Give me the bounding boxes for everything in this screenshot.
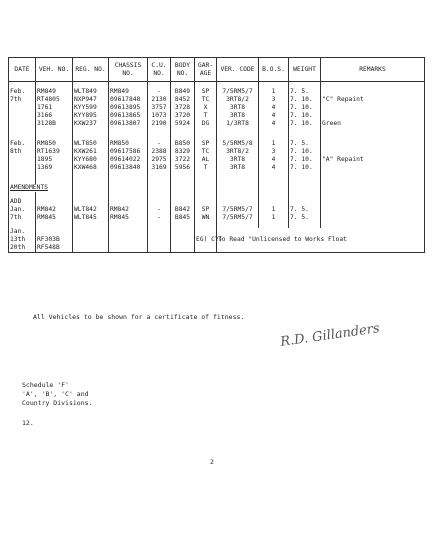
- cell-body-no: 8329: [171, 148, 195, 156]
- cell-ver-code: [217, 198, 259, 206]
- cell-bos: 1: [259, 206, 289, 214]
- cell-chassis-no: RM849: [109, 88, 148, 96]
- cell-chassis-no: RM845: [109, 214, 148, 222]
- cell-veh-no: 1895: [36, 156, 73, 164]
- cell-body-no: 5924: [171, 120, 195, 128]
- table-row: [9, 156, 425, 164]
- cell-weight: 7. 10.: [289, 156, 321, 164]
- cell-body-no: 3720: [171, 112, 195, 120]
- cell-weight: 7. 5.: [289, 140, 321, 148]
- col-cu-no: C.U. NO.: [148, 58, 171, 82]
- cell-body-no: 3722: [171, 156, 195, 164]
- cell-chassis-no: [109, 198, 148, 206]
- cell-ver-code: 7/5RM5/7: [217, 206, 259, 214]
- cell-chassis-no: 09617586: [109, 148, 148, 156]
- cell-garage: X: [195, 104, 217, 112]
- cell-reg-no: [73, 244, 109, 253]
- cell-bos: 1: [259, 214, 289, 222]
- spacer-cell: [171, 244, 195, 253]
- cell-cu-no: 2388: [148, 148, 171, 156]
- cell-cu-no: -: [148, 88, 171, 96]
- cell-bos: [259, 198, 289, 206]
- cell-weight: 7. 10.: [289, 148, 321, 156]
- table-row: [9, 198, 425, 206]
- amendments-label-row: [9, 184, 425, 192]
- cell-date: [9, 104, 36, 112]
- cell-body-no: 8452: [171, 96, 195, 104]
- cell-veh-no: [36, 228, 73, 236]
- spacer-cell: [195, 184, 217, 192]
- cell-chassis-no: 09617848: [109, 96, 148, 104]
- cell-date: 13th: [9, 236, 36, 244]
- cell-date: 20th: [9, 244, 36, 253]
- cell-date: Jan.: [9, 228, 36, 236]
- spacer-cell: [171, 184, 195, 192]
- cell-reg-no: [73, 228, 109, 236]
- cell-remarks: [321, 214, 425, 222]
- cell-ver-code: 3RT8: [217, 112, 259, 120]
- cell-cu-no: 1073: [148, 112, 171, 120]
- table-row: [9, 140, 425, 148]
- spacer-cell: [148, 244, 171, 253]
- cell-body-no: 3728: [171, 104, 195, 112]
- cell-bos: 3: [259, 96, 289, 104]
- cell-date: ADD: [9, 198, 36, 206]
- cell-bos: 4: [259, 120, 289, 128]
- cell-weight: [289, 198, 321, 206]
- cell-reg-no: KYY895: [73, 112, 109, 120]
- table-row: [9, 164, 425, 172]
- table-row: [9, 206, 425, 214]
- cell-body-no: [171, 198, 195, 206]
- cell-weight: 7. 10.: [289, 120, 321, 128]
- float-row: [9, 244, 425, 253]
- cell-date: 8th: [9, 148, 36, 156]
- cell-bos: 4: [259, 104, 289, 112]
- cell-date: Feb.: [9, 140, 36, 148]
- col-veh-no: VEH. NO.: [36, 58, 73, 82]
- cell-bos: 3: [259, 148, 289, 156]
- cell-cu-no: 2190: [148, 120, 171, 128]
- cell-garage: T: [195, 164, 217, 172]
- cell-chassis-no: 09613840: [109, 164, 148, 172]
- cell-date: Jan.: [9, 206, 36, 214]
- table-row: [9, 112, 425, 120]
- cell-cu-no: 3169: [148, 164, 171, 172]
- cell-garage: AL: [195, 156, 217, 164]
- col-body-no: BODY NO.: [171, 58, 195, 82]
- cell-bos: 4: [259, 156, 289, 164]
- cell-veh-no: RF548B: [36, 244, 73, 253]
- schedule-number: 12.: [22, 419, 34, 427]
- cell-cu-no: 2130: [148, 96, 171, 104]
- col-garage: GAR-AGE: [195, 58, 217, 82]
- cell-veh-no: RF303B: [36, 236, 73, 244]
- page-number: 2: [210, 458, 214, 466]
- cell-veh-no: RT4805: [36, 96, 73, 104]
- cell-weight: 7. 5.: [289, 206, 321, 214]
- cell-remarks: [321, 112, 425, 120]
- float-garage: EG) CY): [196, 236, 223, 243]
- cell-remarks: [321, 148, 425, 156]
- cell-ver-code: 7/5RM5/7: [217, 214, 259, 222]
- cell-cu-no: [148, 198, 171, 206]
- cell-weight: 7. 10.: [289, 112, 321, 120]
- cell-veh-no: RT1639: [36, 148, 73, 156]
- spacer-cell: [109, 244, 148, 253]
- cell-bos: 4: [259, 164, 289, 172]
- cell-reg-no: KXW468: [73, 164, 109, 172]
- cell-reg-no: KXW261: [73, 148, 109, 156]
- cell-reg-no: WLT850: [73, 140, 109, 148]
- cell-garage: T: [195, 112, 217, 120]
- col-chassis-no: CHASSIS NO.: [109, 58, 148, 82]
- cell-date: [9, 120, 36, 128]
- cell-chassis-no: RM850: [109, 140, 148, 148]
- spacer-cell: [109, 228, 148, 236]
- cell-veh-no: 1761: [36, 104, 73, 112]
- cell-veh-no: 3166: [36, 112, 73, 120]
- cell-body-no: B845: [171, 214, 195, 222]
- cell-remarks: [321, 88, 425, 96]
- col-ver-code: VER. CODE: [217, 58, 259, 82]
- cell-veh-no: RM850: [36, 140, 73, 148]
- cell-garage: [195, 198, 217, 206]
- cell-body-no: B849: [171, 88, 195, 96]
- cell-remarks: [321, 140, 425, 148]
- cell-ver-code: 7/5RM5/7: [217, 88, 259, 96]
- spacer-cell: [217, 228, 425, 236]
- cell-remarks: "A" Repaint: [321, 156, 425, 164]
- table-body: [9, 82, 425, 253]
- cell-ver-code: 3RT8: [217, 156, 259, 164]
- spacer-cell: [259, 184, 289, 192]
- cell-cu-no: -: [148, 206, 171, 214]
- spacer-cell: [171, 228, 195, 236]
- cell-chassis-no: 09614022: [109, 156, 148, 164]
- spacer-cell: [217, 244, 425, 253]
- spacer-cell: [109, 184, 148, 192]
- cell-reg-no: WLT845: [73, 214, 109, 222]
- cell-ver-code: 1/3RT8: [217, 120, 259, 128]
- cell-ver-code: 3RT8/2: [217, 96, 259, 104]
- spacer-cell: [171, 236, 195, 244]
- cell-garage: TC: [195, 96, 217, 104]
- col-weight: WEIGHT: [289, 58, 321, 82]
- cell-date: [9, 164, 36, 172]
- cell-cu-no: 2975: [148, 156, 171, 164]
- cell-cu-no: 3757: [148, 104, 171, 112]
- schedule-line-3: Country Divisions.: [22, 399, 93, 407]
- cell-cu-no: -: [148, 214, 171, 222]
- cell-ver-code: 5/5RM5/8: [217, 140, 259, 148]
- cell-weight: 7. 10.: [289, 104, 321, 112]
- schedule-line-2: 'A', 'B', 'C' and: [22, 390, 89, 398]
- cell-reg-no: [73, 236, 109, 244]
- cell-garage: WN: [195, 214, 217, 222]
- cell-weight: 7. 5.: [289, 214, 321, 222]
- cell-date: 7th: [9, 214, 36, 222]
- cell-garage: SP: [195, 206, 217, 214]
- spacer-cell: [73, 184, 109, 192]
- spacer-cell: [321, 184, 425, 192]
- cell-garage: DG: [195, 120, 217, 128]
- cell-remarks: Green: [321, 120, 425, 128]
- float-row: [9, 228, 425, 236]
- cell-veh-no: RM845: [36, 214, 73, 222]
- footer-note: All Vehicles to be shown for a certificate of fitness.: [33, 313, 245, 321]
- col-date: DATE: [9, 58, 36, 82]
- cell-remarks: [321, 104, 425, 112]
- cell-garage: SP: [195, 88, 217, 96]
- spacer-cell: [148, 228, 171, 236]
- cell-date: Feb.: [9, 88, 36, 96]
- float-row: [9, 236, 425, 244]
- cell-chassis-no: 09613865: [109, 112, 148, 120]
- cell-remarks: "C" Repaint: [321, 96, 425, 104]
- spacer-cell: [195, 244, 217, 253]
- spacer-cell: [289, 184, 321, 192]
- table-row: [9, 104, 425, 112]
- schedule-line-1: Schedule 'F': [22, 381, 69, 389]
- amendments-label: AMENDMENTS: [9, 184, 73, 192]
- cell-veh-no: RM842: [36, 206, 73, 214]
- cell-bos: 1: [259, 88, 289, 96]
- table-row: [9, 96, 425, 104]
- cell-chassis-no: 09613895: [109, 104, 148, 112]
- spacer-cell: [217, 184, 259, 192]
- cell-weight: 7. 5.: [289, 88, 321, 96]
- cell-reg-no: WLT849: [73, 88, 109, 96]
- signature: R.D. Gillanders: [279, 321, 381, 350]
- table-row: [9, 88, 425, 96]
- cell-body-no: B850: [171, 140, 195, 148]
- cell-garage: SP: [195, 140, 217, 148]
- cell-ver-code: 3RT8/2: [217, 148, 259, 156]
- cell-reg-no: WLT842: [73, 206, 109, 214]
- cell-remarks: [321, 206, 425, 214]
- float-note: To Read "Unlicensed to Works Float: [217, 236, 425, 244]
- cell-ver-code: 3RT8: [217, 104, 259, 112]
- spacer-cell: [195, 228, 217, 236]
- table-row: [9, 120, 425, 128]
- cell-ver-code: 3RT8: [217, 164, 259, 172]
- cell-veh-no: 1369: [36, 164, 73, 172]
- cell-remarks: [321, 164, 425, 172]
- cell-reg-no: KYY680: [73, 156, 109, 164]
- cell-body-no: B842: [171, 206, 195, 214]
- cell-chassis-no: 09613807: [109, 120, 148, 128]
- spacer-cell: [148, 236, 171, 244]
- cell-reg-no: KXW237: [73, 120, 109, 128]
- cell-veh-no: 3128B: [36, 120, 73, 128]
- col-reg-no: REG. NO.: [73, 58, 109, 82]
- cell-veh-no: [36, 198, 73, 206]
- col-bos: B.O.S.: [259, 58, 289, 82]
- cell-weight: 7. 10.: [289, 96, 321, 104]
- table-row: [9, 214, 425, 222]
- cell-bos: 1: [259, 140, 289, 148]
- cell-remarks: [321, 198, 425, 206]
- spacer-cell: [148, 184, 171, 192]
- cell-garage: TC: [195, 148, 217, 156]
- cell-veh-no: RM849: [36, 88, 73, 96]
- cell-bos: 4: [259, 112, 289, 120]
- cell-reg-no: [73, 198, 109, 206]
- cell-weight: 7. 10.: [289, 164, 321, 172]
- cell-chassis-no: RM842: [109, 206, 148, 214]
- col-remarks: REMARKS: [321, 58, 425, 82]
- table-header-row: [9, 58, 425, 82]
- cell-reg-no: NXP947: [73, 96, 109, 104]
- spacer-cell: [109, 236, 148, 244]
- cell-date: [9, 112, 36, 120]
- cell-date: 7th: [9, 96, 36, 104]
- cell-body-no: 5956: [171, 164, 195, 172]
- cell-reg-no: KYY599: [73, 104, 109, 112]
- cell-date: [9, 156, 36, 164]
- cell-cu-no: -: [148, 140, 171, 148]
- vehicle-schedule-table: [8, 57, 425, 253]
- table-row: [9, 148, 425, 156]
